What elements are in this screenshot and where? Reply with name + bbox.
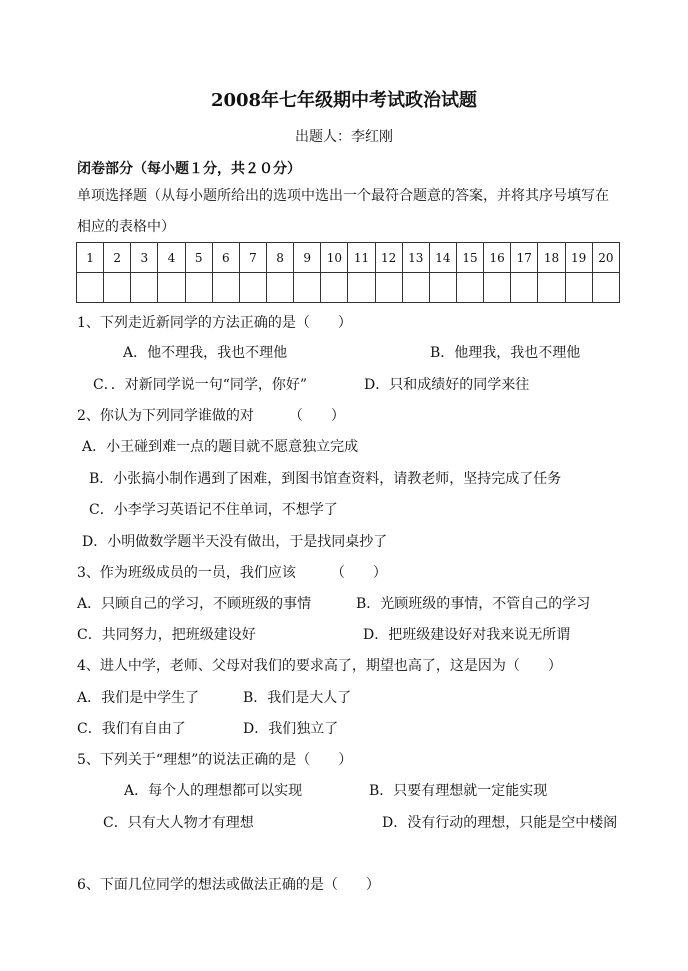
question-4-option-c: C．我们有自由了 bbox=[77, 721, 186, 737]
grid-number: 8 bbox=[266, 243, 293, 273]
answer-grid-number-row bbox=[77, 243, 620, 273]
question-1-option-c: C．．对新同学说一句“同学，你好” bbox=[93, 377, 308, 393]
grid-number: 13 bbox=[402, 243, 429, 273]
grid-number: 10 bbox=[321, 243, 348, 273]
question-4-option-d: D．我们独立了 bbox=[243, 721, 339, 737]
answer-cell[interactable] bbox=[294, 273, 321, 303]
grid-number: 4 bbox=[158, 243, 185, 273]
question-5-option-d: D．没有行动的理想，只能是空中楼阁 bbox=[382, 815, 618, 831]
answer-cell[interactable] bbox=[375, 273, 402, 303]
question-4-stem: 4、进人中学，老师、父母对我们的要求高了，期望也高了，这是因为（ ） bbox=[77, 658, 562, 674]
question-4-option-a: A．我们是中学生了 bbox=[77, 690, 200, 706]
question-2-stem: 2、你认为下列同学谁做的对 （ ） bbox=[77, 408, 345, 424]
question-5-stem: 5、下列关于“理想”的说法正确的是（ ） bbox=[77, 752, 353, 768]
answer-cell[interactable] bbox=[511, 273, 538, 303]
answer-cell[interactable] bbox=[456, 273, 483, 303]
answer-cell[interactable] bbox=[131, 273, 158, 303]
question-3-option-a: A．只顾自己的学习，不顾班级的事情 bbox=[77, 596, 312, 612]
grid-number: 1 bbox=[77, 243, 104, 273]
grid-number: 17 bbox=[511, 243, 538, 273]
question-3-option-b: B．光顾班级的事情，不管自己的学习 bbox=[356, 596, 591, 612]
answer-cell[interactable] bbox=[565, 273, 592, 303]
answer-cell[interactable] bbox=[402, 273, 429, 303]
question-1-option-d: D．只和成绩好的同学来往 bbox=[364, 377, 530, 393]
answer-cell[interactable] bbox=[429, 273, 456, 303]
question-4-option-b: B．我们是大人了 bbox=[243, 690, 352, 706]
section-heading: 闭卷部分（每小题１分，共２０分） bbox=[77, 161, 301, 177]
instruction-line-1: 单项选择题（从每小题所给出的选项中选出一个最符合题意的答案，并将其序号填写在 bbox=[77, 188, 609, 204]
grid-number: 18 bbox=[538, 243, 565, 273]
answer-cell[interactable] bbox=[77, 273, 104, 303]
answer-cell[interactable] bbox=[348, 273, 375, 303]
grid-number: 11 bbox=[348, 243, 375, 273]
answer-cell[interactable] bbox=[484, 273, 511, 303]
answer-cell[interactable] bbox=[212, 273, 239, 303]
question-2-option-a: A．小王碰到难一点的题目就不愿意独立完成 bbox=[82, 439, 359, 455]
answer-cell[interactable] bbox=[321, 273, 348, 303]
question-5-option-b: B．只要有理想就一定能实现 bbox=[369, 783, 548, 799]
answer-cell[interactable] bbox=[239, 273, 266, 303]
question-3-stem: 3、作为班级成员的一员，我们应该 （ ） bbox=[77, 565, 387, 581]
answer-cell[interactable] bbox=[158, 273, 185, 303]
question-1-option-a: A．他不理我，我也不理他 bbox=[123, 345, 288, 361]
question-2-option-b: B．小张搞小制作遇到了困难，到图书馆查资料，请教老师，坚持完成了任务 bbox=[89, 471, 562, 487]
question-1-option-b: B．他理我，我也不理他 bbox=[430, 345, 581, 361]
answer-grid-answer-row bbox=[77, 273, 620, 303]
question-5-option-a: A．每个人的理想都可以实现 bbox=[124, 783, 303, 799]
question-3-option-c: C．共同努力，把班级建设好 bbox=[77, 627, 256, 643]
grid-number: 14 bbox=[429, 243, 456, 273]
grid-number: 2 bbox=[104, 243, 131, 273]
grid-number: 3 bbox=[131, 243, 158, 273]
answer-cell[interactable] bbox=[185, 273, 212, 303]
answer-cell[interactable] bbox=[538, 273, 565, 303]
question-6-stem: 6、下面几位同学的想法或做法正确的是（ ） bbox=[77, 877, 380, 893]
question-2-option-c: C．小李学习英语记不住单词，不想学了 bbox=[89, 502, 338, 518]
answer-grid bbox=[76, 242, 620, 303]
grid-number: 5 bbox=[185, 243, 212, 273]
question-5-option-c: C．只有大人物才有理想 bbox=[103, 815, 254, 831]
grid-number: 16 bbox=[484, 243, 511, 273]
instruction-line-2: 相应的表格中） bbox=[77, 219, 175, 235]
question-1-stem: 1、下列走近新同学的方法正确的是（ ） bbox=[77, 315, 352, 331]
grid-number: 12 bbox=[375, 243, 402, 273]
grid-number: 6 bbox=[212, 243, 239, 273]
page-title: 2008年七年级期中考试政治试题 bbox=[210, 90, 478, 111]
grid-number: 9 bbox=[294, 243, 321, 273]
grid-number: 15 bbox=[456, 243, 483, 273]
answer-cell[interactable] bbox=[592, 273, 619, 303]
answer-cell[interactable] bbox=[266, 273, 293, 303]
answer-cell[interactable] bbox=[104, 273, 131, 303]
author-line: 出题人：李红刚 bbox=[295, 129, 393, 145]
question-3-option-d: D．把班级建设好对我来说无所谓 bbox=[363, 627, 571, 643]
question-2-option-d: D．小明做数学题半天没有做出，于是找同桌抄了 bbox=[82, 534, 388, 550]
grid-number: 19 bbox=[565, 243, 592, 273]
grid-number: 20 bbox=[592, 243, 619, 273]
grid-number: 7 bbox=[239, 243, 266, 273]
